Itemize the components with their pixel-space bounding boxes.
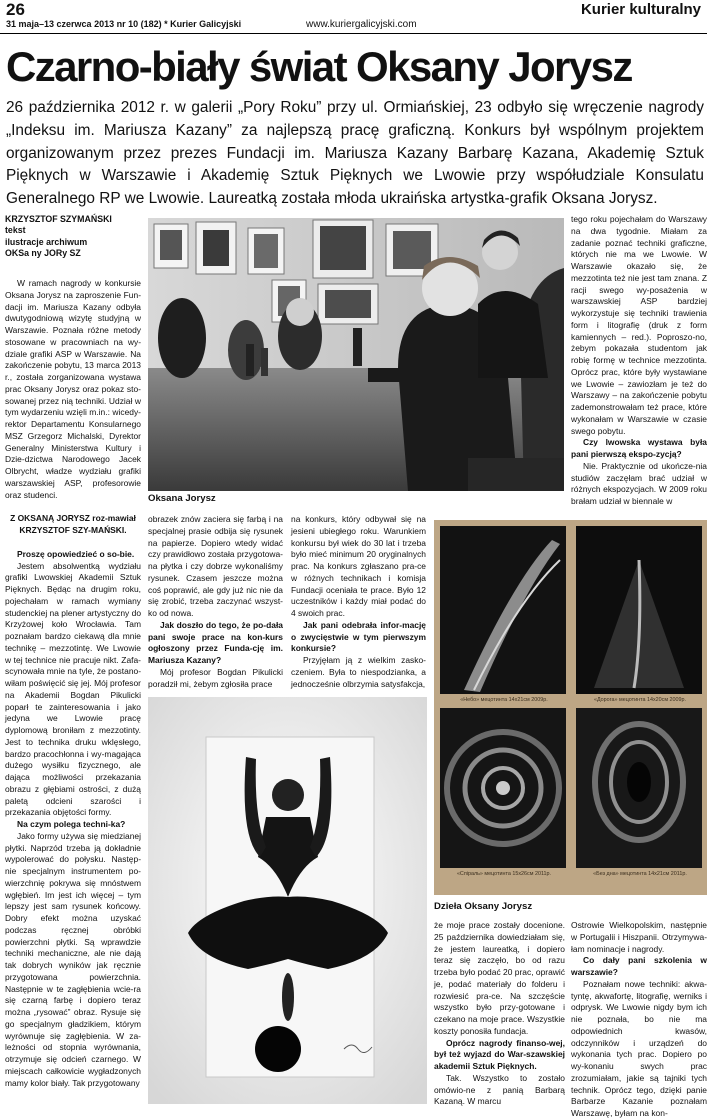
answer-6: Tak. Wszystko to zostało omówio-ne z panią Barbarą Kazaną. W marcu [434,1072,565,1107]
issue-info: 31 maja–13 czerwca 2013 nr 10 (182) * Kurier Galicyjski [6,19,242,29]
col6-paragraph: Ostrowie Wielkopolskim, następnie w Portugalii i Hiszpanii. Otrzymywa-łam nominacje i nagrody. [571,920,707,954]
answer-4: Przyjęłam ją z wielkim zasko-czeniem. Była to niespodzianka, a jednocześnie olbrzymia satysfakcja, [291,655,426,689]
col3-paragraph: na konkurs, który odbywał się na jesieni ubiegłego roku. Warunkiem konkursu był wiek do 30 lat i trzeba było mieć minimum 20 oryginalnych prac. Na konkurs zgłaszano pra-ce w różnych technikach i komisja Fundacji oceniała te prace. Było 12 uczestników i każdy miał podać do 4 swoich prac. [291,514,426,618]
column-3 [291,514,426,694]
column-2 [148,514,283,694]
works-collage-image [434,520,707,895]
website-link[interactable]: www.kuriergalicyjski.com [306,19,417,30]
figure-print-image [148,697,427,1104]
caption-top-photo: Oksana Jorysz [148,493,216,504]
header-rule [0,33,707,34]
artwork-mezzotint-figure [148,697,427,1104]
author-name: KRZYSZTOF SZYMAŃSKI [5,214,112,224]
author-role: tekst [5,225,26,236]
answer-1: Jestem absolwentką wydziału grafiki Lwowskiej Akademii Sztuk Pięknych. Będąc na drugim roku, pojechałam w ramach wymiany studenckiej na plener artystyczny do Krzyżowej koło Wrocławia. Tam poznałam bardzo ciekawą dla mnie technikę – mezzotintę. We Lwowie w tej technice nie pracuje nikt. Zafa-scynowała mnie na tyle, że postano-wiłam poświęcić się jej. Mój profesor na Akademii Bogdan Pikulicki poparł te zainteresowania i jako jedyna we Lwowie pracę dyplomową broniłam z mezzotinty. Jest to technika druku wklęsłego, bardzo pracochłonna i wy-magająca dużego wysiłku fizycznego, ale dająca możliwości przekazania obrazu z głębiami ostrości, z dużą paletą odcieni szarości i przekazania objętości formy. [5,560,142,818]
article-lead: 26 października 2012 r. w galerii „Pory Roku” przy ul. Ormiańskiej, 23 odbyło się wręczenie nagrody „Indeksu im. Mariusza Kazany” za najlepszą pracę graficzną. Konkurs był wspólnym projektem organizowanym przez prezes Fundacji im. Mariusza Kazany Barbarę Kazana, Akademię Sztuk Pięknych w Warszawie i Akademię Sztuk Pięknych we Lwowie przy współudziale Konsulatu Generalnego RP we Lwowie. Laureatką została młoda ukraińska artystka-grafik Oksana Jorysz. [6,99,704,208]
answer-5: Nie. Praktycznie od ukończe-nia studiów zaczęłam brać udział w różnych ekspozycjach. W 2009 roku brałam udział w biennale w [571,460,707,506]
photo-credit-1: ilustracje archiwum [5,236,88,247]
column-1 [5,214,141,1104]
intro-paragraph: W ramach nagrody w konkursie Oksana Jorysz na zaproszenie Fun-dacji im. Mariusza Kazany odbyła dwutygodniową wizytę studyjną w Warszawie. Poznała różne metody stosowane w pracowniach na wy-dziale grafiki ASP w Warszawie. Na zakończenie pobytu, 13 marca 2013 r., została zorganizowana wystawa prac Oksany Jorysz oraz pokaz sto-sowanej przez nią techniki. Udział w tym wydarzeniu wzięli m.in.: wicedy-rektor Departamentu Konsularnego MSZ Grzegorz Michalski, Dyrektor Generalny Ministerstwa Kultury i Dzie-dzictwa Narodowego Jacek Olbrycht, władze wydziału grafiki warszawskiej ASP, profesorowie oraz studenci. [5,278,141,500]
answer-3: Mój profesor Bogdan Pikulicki poradził mi, żebym zgłosiła prace [148,666,283,689]
work-label-4: «Без дна» мецотинта 14x21см 2011р. [593,871,687,877]
gallery-photo-image [148,218,564,491]
works-collage [434,520,707,895]
photo-oksana-jorysz [148,218,564,491]
question-3: Jak doszło do tego, że po-dała pani swoje prace na kon-kurs ogłoszony przez Funda-cję im. Mariusza Kazany? [148,619,283,665]
page-number: 26 [6,0,25,19]
question-1: Proszę opowiedzieć o so-bie. [17,548,135,559]
col4-paragraph: tego roku pojechałam do Warszawy na dwa tygodnie. Miałam za zadanie poznać techniki graficzne, których nie ma we Lwowie. W Warszawie okazało się, że mezzotinta też nie jest tam znana. Z racji swego wy-posażenia w warszawskiej ASP bardziej wykorzystuje się techniki trawienia form i litografię (druk z form kamiennych – red.). Poproszo-no, żebym pokazała studentom jak robię formę w technice mezzotinta. Oprócz prac, które były wystawiane we Lwowie – zawiozłam je też do Warszawy – na zakończenie pobytu zademonstrowałam też prace, które wykonałam w Warszawie w czasie swego pobytu. [571,214,707,436]
interview-intro: Z OKSANĄ JORYSZ roz-mawiał KRZYSZTOF SZY-MAŃSKI. [10,513,136,536]
question-7: Co dały pani szkolenia w warszawie? [571,955,707,977]
col5-paragraph: że moje prace zostały docenione. 25 października dowiedziałam się, że jestem laureatką, i dopiero teraz się zaczęło, bo od razu trzeba było podać 20 prac, oprawić je, podać materiały do folderu i rozwiesić pra-ce. Na szczęście wszystko było przy-gotowane i czekano na moje prace. Wszystkie koszty ponosiła fundacja. [434,920,565,1036]
question-2: Na czym polega techni-ka? [17,819,126,830]
work-label-1: «Небо» мецотинта 14x21см 2009р. [460,697,548,703]
col2-paragraph: obrazek znów zaciera się farbą i na specjalnej prasie odbija się rysunek na papierze. Dopiero wtedy widać czy prawidłowo została przygotowa-na płytka i czy dobrze wykonaliśmy rysunek. Czasem jeszcze można coś poprawić, ale gdy już nic nie da się zrobić, trzeba zaczynać wszyst-ko od nowa. [148,514,283,618]
question-6: Oprócz nagrody finanso-wej, był też wyjazd do War-szawskiej akademii Sztuk Pięknych. [434,1037,565,1071]
answer-7: Poznałam nowe techniki: akwa-tyntę, akwafortę, litografię, werniks i odprysk. We Lwowie nigdy bym ich nie poznała, bo nie ma odpowiednich kwasów, odczynników i urządzeń do wykonania tych prac. Dopiero po wy-konaniu swych prac zrozumiałam, jakie są tajniki tych technik. Oprócz tego, dzięki panie Barbarze Kazanie poznałam Warszawę, byłam na kon- [571,978,707,1118]
question-5: Czy lwowska wystawa była pani pierwszą ekspo-zycją? [571,437,707,459]
column-6 [571,920,707,1118]
work-label-2: «Дорога» мецотинта 14x20см 2009р. [593,697,687,703]
answer-2: Jako formy używa się miedzianej płytki. Naprzód trzeba ją dokładnie wypolerować do połysku. Następ-nie specjalnym instrumentem po-wierzchnię pokrywa się mnóstwem wgłębień. Im jest ich więcej – tym lepszy jest sam rysunek końcowy. Dobry efekt można uzyskać podczas ręcznej obróbki powierzchni płytki. Są wprawdzie techniki mechaniczne, ale nie dają tak dobrych wyników jak ręcznie przygotowana powierzchnia. Następnie w te zagłębienia wcie-ra się czarną farbę i dopiero teraz można „rysować” obraz. Rysuje się go specjalnym gładzikiem, którym wyrównuje się zagłębienia. W za-leżności od stopnia wyrównania, otrzymuje się odcień czarnego. W miejscach całkowicie wygładzonych mamy kolor biały. Tak przygotowany [5,830,141,1088]
work-label-3: «Спіраль» мецотинта 15x26см 2011р. [456,871,552,877]
column-5 [434,920,565,1107]
caption-works: Dzieła Oksany Jorysz [434,901,533,912]
column-4 [571,214,707,516]
article-title: Czarno-biały świat Oksany Jorysz [6,43,632,90]
question-4: Jak pani odebrała infor-mację o zwycięstwie w tym pierwszym konkursie? [291,619,426,654]
section-title: Kurier kulturalny [580,1,701,18]
photo-credit-2: OKSa ny JORy SZ [5,247,81,258]
